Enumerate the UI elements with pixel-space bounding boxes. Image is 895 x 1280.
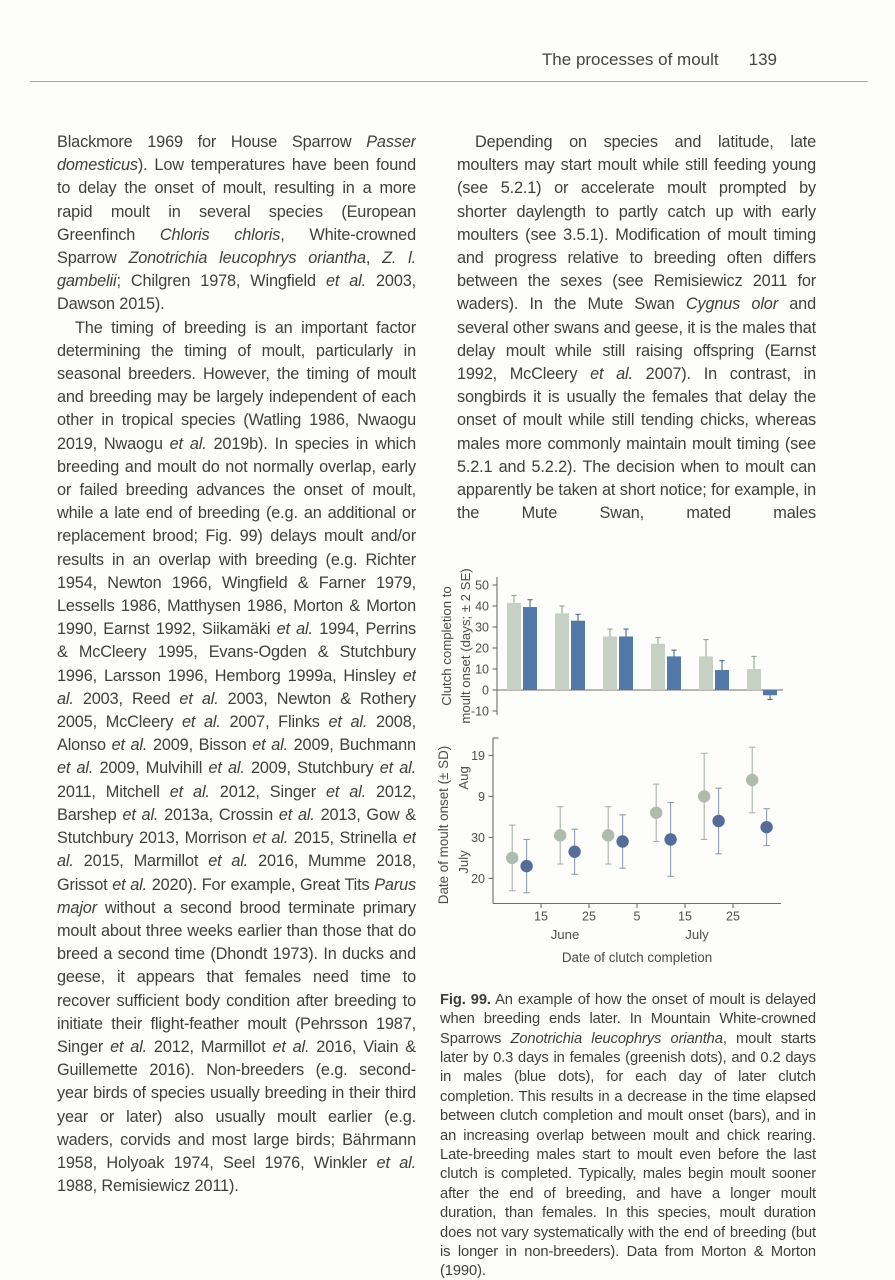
running-header <box>542 50 777 70</box>
paragraph: The timing of breeding is an important factor determining the timing of moult, particularly in seasonal breeders. However, the timing of moult and breeding may be largely independent of each other in tropical species (Watling 1986, Nwaogu 2019, Nwaogu et al. 2019b). In species in which breeding and moult do not normally overlap, early or failed breeding advances the onset of moult, while a late end of breeding (e.g. an additional or replacement brood; Fig. 99) delays moult and/or results in an overlap with breeding (e.g. Richter 1954, Newton 1966, Wingfield & Farner 1979, Lessells 1986, Matthysen 1986, Morton & Morton 1990, Earnst 1992, Siikamäki et al. 1994, Perrins & McCleery 1995, Evans-Ogden & Stutchbury 1996, Larsson 1996, Hemborg 1999a, Hinsley et al. 2003, Reed et al. 2003, Newton & Rothery 2005, McCleery et al. 2007, Flinks et al. 2008, Alonso et al. 2009, Bisson et al. 2009, Buchmann et al. 2009, Mulvihill et al. 2009, Stutchbury et al. 2011, Mitchell et al. 2012, Singer et al. 2012, Barshep et al. 2013a, Crossin et al. 2013, Gow & Stutchbury 2013, Morrison et al. 2015, Strinella et al. 2015, Marmillot et al. 2016, Mumme 2018, Grissot et al. 2020). For example, Great Tits Parus major without a second brood terminate primary moult about three weeks earlier than those that do breed a second time (Dhondt 1973). In ducks and geese, it appears that females need time to recover sufficient body condition after breeding to initiate their flight-feather moult (Pehrsson 1987, Singer et al. 2012, Marmillot et al. 2016, Viain & Guillemette 2016). Non-breeders (e.g. second-year birds of species usually breeding in their third year or later) also usually moult earlier (e.g. waders, corvids and most large birds; Bährmann 1958, Holyoak 1974, Seel 1976, Winkler et al. 1988, Remisiewicz 2011). <box>57 318 416 1196</box>
svg-text:-10: -10 <box>470 704 489 719</box>
svg-text:40: 40 <box>475 599 489 614</box>
header-divider <box>30 81 868 82</box>
svg-text:Date of moult onset (± SD): Date of moult onset (± SD) <box>436 745 451 905</box>
svg-text:19: 19 <box>471 748 485 763</box>
svg-text:30: 30 <box>471 830 485 845</box>
svg-text:Clutch completion to: Clutch completion to <box>439 586 454 706</box>
svg-text:0: 0 <box>482 683 489 698</box>
svg-text:moult onset (days; ± 2 SE): moult onset (days; ± 2 SE) <box>458 568 473 724</box>
svg-text:9: 9 <box>478 789 485 804</box>
chapter-title: The processes of moult <box>541 50 719 69</box>
svg-text:July: July <box>456 850 471 874</box>
svg-text:20: 20 <box>475 641 489 656</box>
svg-text:30: 30 <box>475 620 489 635</box>
svg-text:20: 20 <box>471 871 485 886</box>
figure-99 <box>435 553 815 972</box>
paragraph: Depending on species and latitude, late moulters may start moult while still feeding young (see 5.2.1) or accelerate moult prompted by shorter daylength to partly catch up with early moulters (see 3.5.1). Modification of moult timing and progress relative to breeding often differs between the sexes (see Remisiewicz 2011 for waders). In the Mute Swan Cygnus olor and several other swans and geese, it is the males that delay moult while still raising offspring (Earnst 1992, McCleery et al. 2007). In contrast, in songbirds it is usually the females that delay the onset of moult while still tending chicks, whereas males more commonly maintain moult timing (see 5.2.1 and 5.2.2). The decision when to moult can apparently be taken at short notice; for example, in the Mute Swan, mated males <box>457 133 816 523</box>
page-number: 139 <box>748 50 777 69</box>
svg-text:Date of clutch completion: Date of clutch completion <box>561 950 713 965</box>
svg-text:5: 5 <box>633 909 641 924</box>
left-column <box>57 131 416 1206</box>
svg-text:10: 10 <box>475 662 489 677</box>
svg-text:15: 15 <box>678 909 692 924</box>
scatter-chart <box>435 730 815 972</box>
figure-caption: Fig. 99. An example of how the onset of moult is delayed when breeding ends later. In Mountain White-crowned Sparrows Zonotrichia leucophrys oriantha, moult starts later by 0.3 days in females (greenish dots), and 0.2 days in males (blue dots), for each day of later clutch completion. This results in a decrease in the time elapsed between clutch completion and moult onset (bars), and in an increasing overlap between moult and chick rearing. Late-breeding males start to moult even before the last clutch is completed. Typically, males begin moult sooner after the end of breeding, and have a longer moult duration, than females. In this species, moult duration does not vary systematically with the end of breeding (but is longer in non-breeders). Data from Morton & Morton (1990). <box>440 991 817 1280</box>
paragraph: Blackmore 1969 for House Sparrow Passer domesticus). Low temperatures have been found to delay the onset of moult, resulting in a more rapid moult in several species (European Greenfinch Chloris chloris, White-crowned Sparrow Zonotrichia leucophrys oriantha, Z. l. gambelii; Chilgren 1978, Wingfield et al. 2003, Dawson 2015). <box>57 133 416 314</box>
svg-text:Aug: Aug <box>456 766 471 790</box>
svg-text:25: 25 <box>726 909 740 924</box>
svg-text:June: June <box>550 927 580 942</box>
svg-text:50: 50 <box>475 578 489 593</box>
svg-text:15: 15 <box>534 909 548 924</box>
svg-text:25: 25 <box>582 909 596 924</box>
right-column <box>457 131 816 551</box>
svg-text:July: July <box>685 927 709 942</box>
bar-chart <box>435 553 815 745</box>
